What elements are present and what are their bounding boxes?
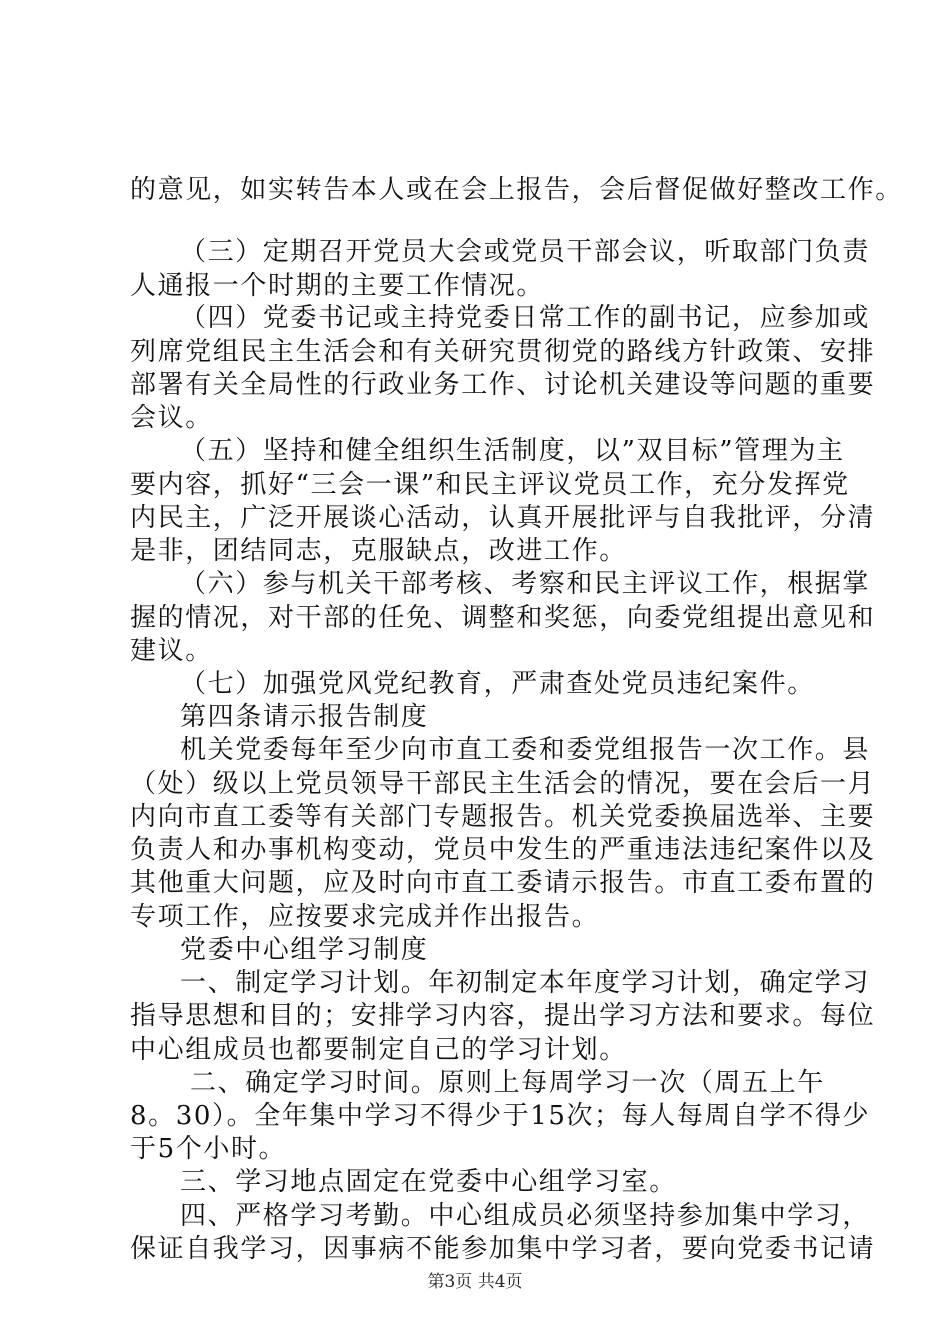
text-line: 二、确定学习时间。原则上每周学习一次（周五上午 (190, 1068, 825, 1098)
text-line: （七）加强党风党纪教育，严肃查处党员违纪案件。 (180, 669, 815, 699)
section-heading: 第四条请示报告制度 (180, 702, 429, 732)
text-line: 三、学习地点固定在党委中心组学习室。 (180, 1167, 677, 1197)
text-line: 其他重大问题，应及时向市直工委请示报告。市直工委布置的 (130, 868, 876, 898)
text-line: 建议。 (130, 636, 213, 666)
text-line: 部署有关全局性的行政业务工作、讨论机关建设等问题的重要 (130, 370, 876, 400)
text-line: 四、严格学习考勤。中心组成员必须坚持参加集中学习， (180, 1201, 871, 1231)
text-line: （六）参与机关干部考核、考察和民主评议工作，根据掌 (180, 569, 871, 599)
text-line: 的意见，如实转告本人或在会上报告，会后督促做好整改工作。 (130, 175, 903, 205)
text-line: 8。30）。全年集中学习不得少于15次；每人每周自学不得少 (130, 1101, 871, 1131)
text-line: 机关党委每年至少向市直工委和委党组报告一次工作。县 (180, 735, 871, 765)
text-line: （五）坚持和健全组织生活制度，以”双目标”管理为主 (180, 436, 845, 466)
text-line: （四）党委书记或主持党委日常工作的副书记，应参加或 (180, 303, 871, 333)
text-line: （处）级以上党员领导干部民主生活会的情况，要在会后一月 (130, 769, 876, 799)
text-line: 人通报一个时期的主要工作情况。 (130, 271, 545, 301)
text-line: 保证自我学习，因事病不能参加集中学习者，要向党委书记请 (130, 1234, 876, 1264)
text-line: 列席党组民主生活会和有关研究贯彻党的路线方针政策、安排 (130, 337, 876, 367)
text-line: 内民主，广泛开展谈心活动，认真开展批评与自我批评，分清 (130, 503, 876, 533)
text-line: 是非，团结同志，克服缺点，改进工作。 (130, 536, 627, 566)
text-line: 中心组成员也都要制定自己的学习计划。 (130, 1035, 627, 1065)
text-line: 会议。 (130, 403, 213, 433)
text-line: 一、制定学习计划。年初制定本年度学习计划，确定学习 (180, 968, 871, 998)
text-line: 指导思想和目的；安排学习内容，提出学习方法和要求。每位 (130, 1001, 876, 1031)
text-line: 专项工作，应按要求完成并作出报告。 (130, 902, 600, 932)
text-line: 内向市直工委等有关部门专题报告。机关党委换届选举、主要 (130, 802, 876, 832)
text-line: 于5个小时。 (130, 1134, 287, 1164)
text-line: 握的情况，对干部的任免、调整和奖惩，向委党组提出意见和 (130, 603, 876, 633)
text-line: （三）定期召开党员大会或党员干部会议，听取部门负责 (180, 237, 871, 267)
section-heading: 党委中心组学习制度 (180, 935, 429, 965)
text-line: 负责人和办事机构变动，党员中发生的严重违法违纪案件以及 (130, 835, 876, 865)
page-number-footer: 第3页 共4页 (427, 1272, 523, 1292)
text-line: 要内容，抓好“三会一课”和民主评议党员工作，充分发挥党 (130, 470, 850, 500)
